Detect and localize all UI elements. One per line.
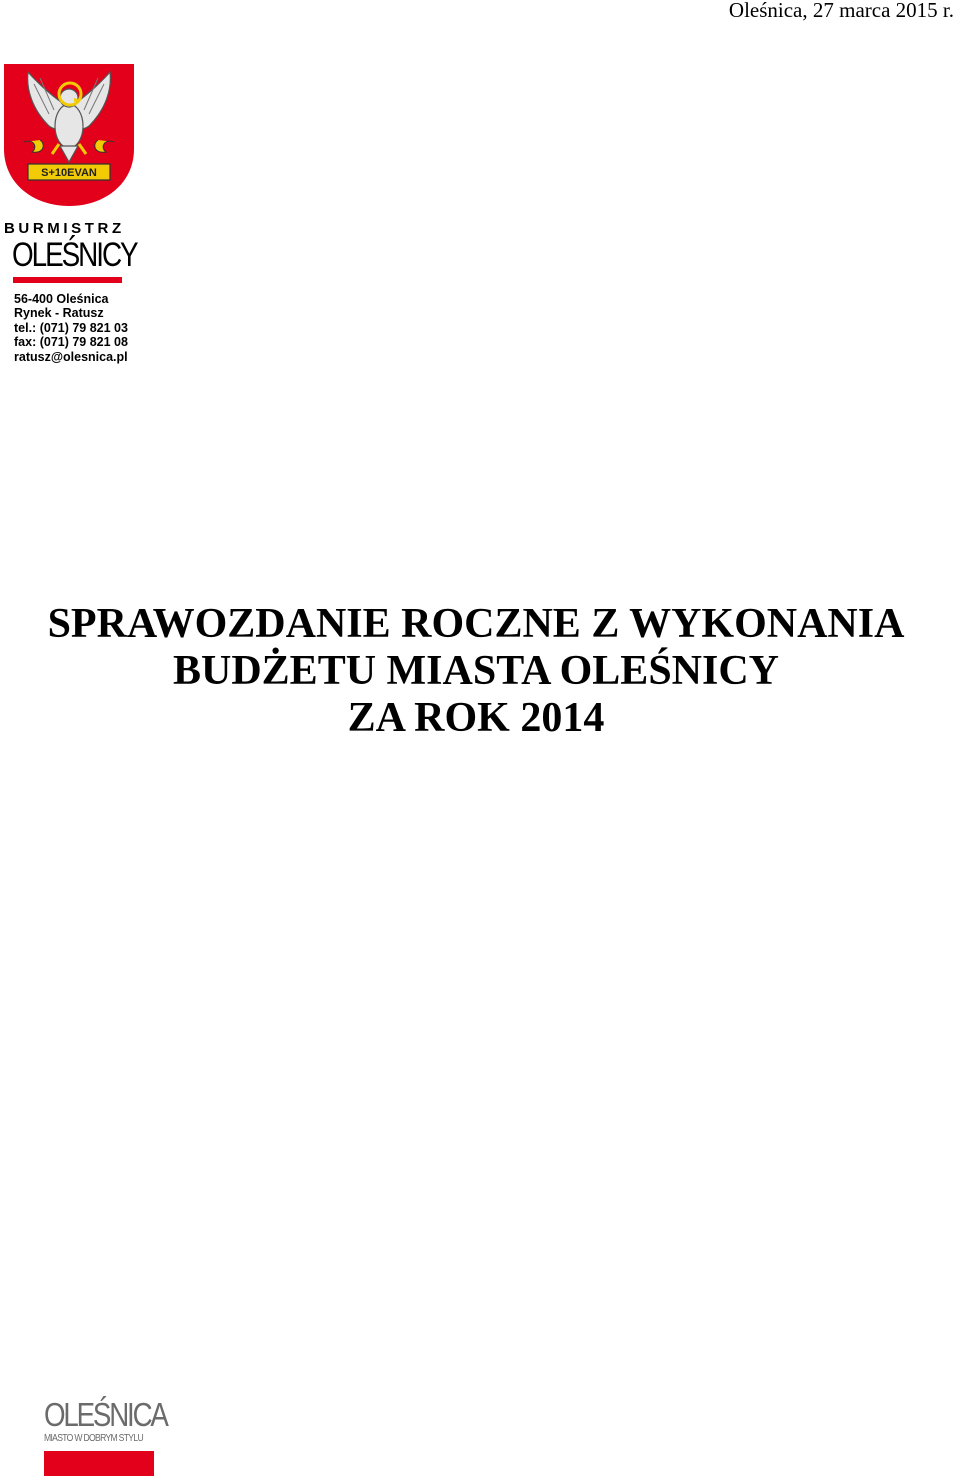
- document-title: [0, 601, 952, 742]
- city-logo-tagline: MIASTO W DOBRYM STYLU: [44, 1433, 143, 1444]
- contact-street: Rynek - Ratusz: [14, 306, 104, 321]
- town-wordmark: OLEŚNICY: [12, 236, 137, 274]
- coat-of-arms-icon: [4, 64, 134, 206]
- letterhead-accent-bar: [13, 277, 122, 283]
- contact-postal: 56-400 Oleśnica: [14, 292, 109, 306]
- city-logo-wordmark: OLEŚNICA: [44, 1396, 167, 1433]
- city-logo: [44, 1396, 167, 1476]
- contact-fax: fax: (071) 79 821 08: [14, 335, 128, 350]
- contact-block: [14, 292, 128, 364]
- title-line-3: ZA ROK 2014: [347, 695, 605, 741]
- title-line-1: SPRAWOZDANIE ROCZNE Z WYKONANIA: [47, 601, 905, 647]
- city-logo-red-band: [44, 1451, 154, 1476]
- office-title: BURMISTRZ: [4, 220, 125, 237]
- crest-banner-text: S+10EVAN: [41, 167, 97, 179]
- document-date: Oleśnica, 27 marca 2015 r.: [728, 0, 954, 22]
- contact-phone: tel.: (071) 79 821 03: [14, 320, 128, 335]
- title-line-2: BUDŻETU MIASTA OLEŚNICY: [172, 648, 780, 694]
- contact-email: ratusz@olesnica.pl: [14, 349, 128, 364]
